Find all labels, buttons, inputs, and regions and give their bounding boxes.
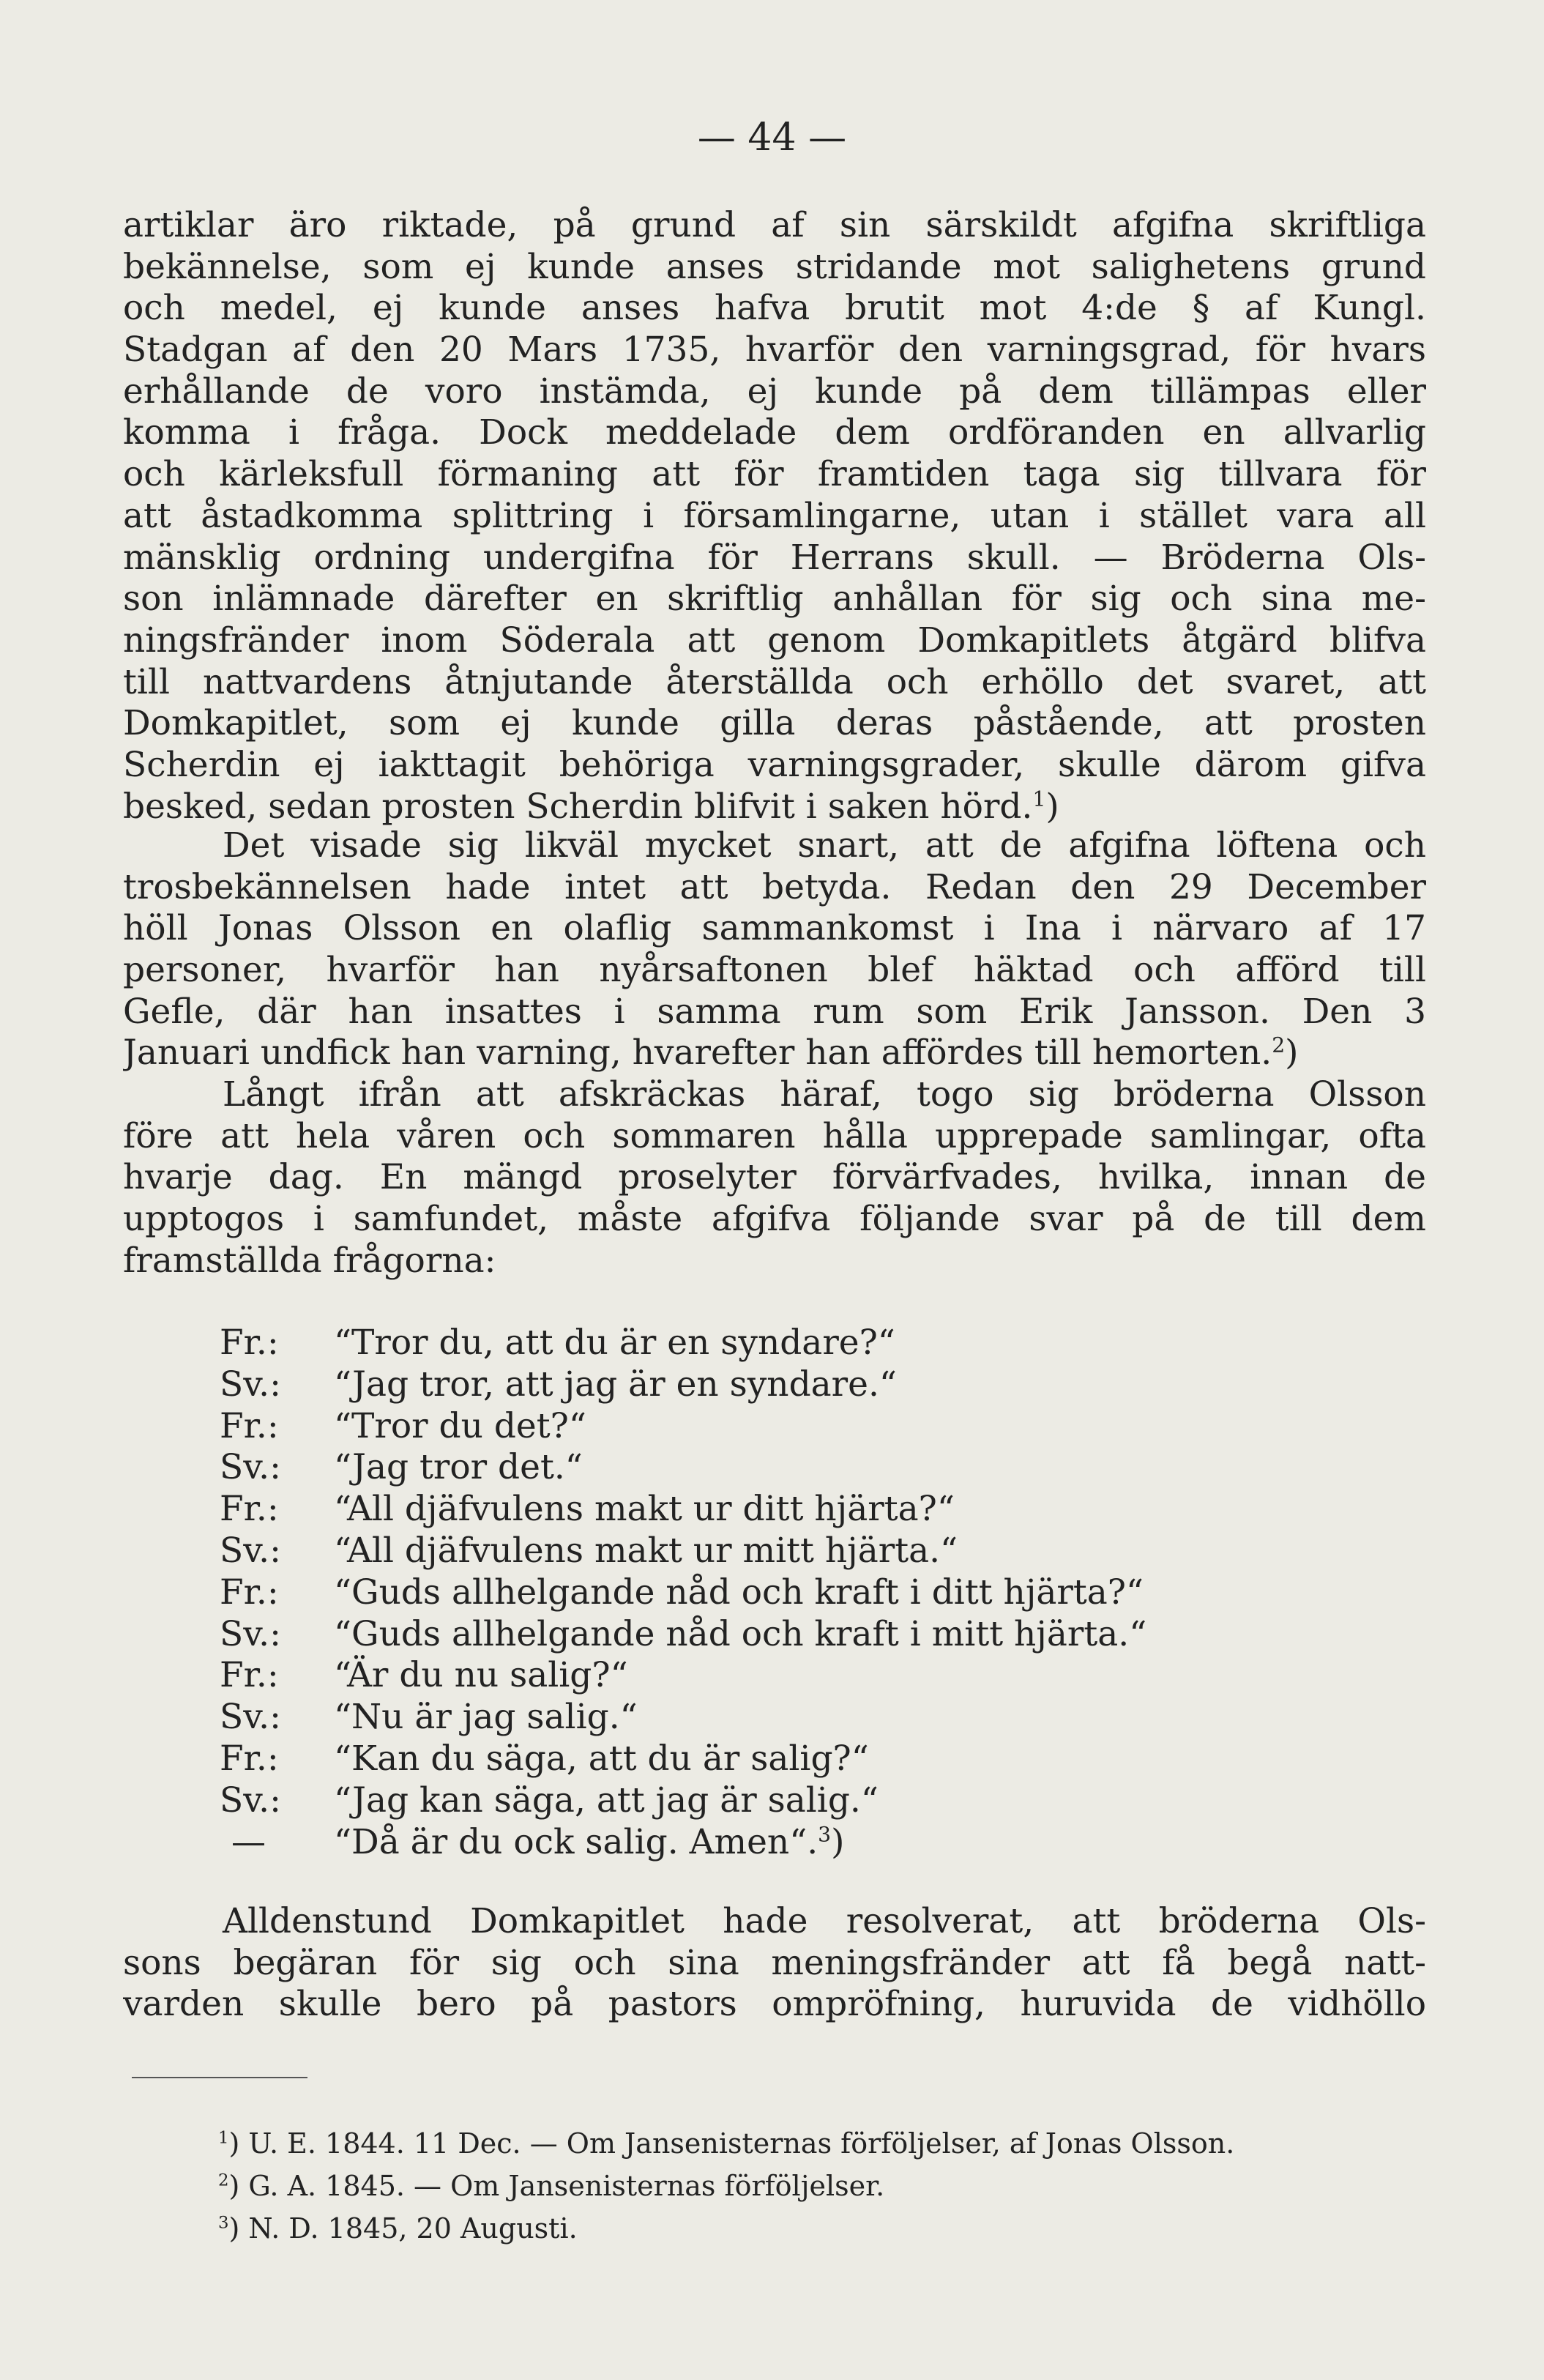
dialogue-row bbox=[220, 1323, 1420, 1364]
text-line: upptogos i samfundet, måste afgifva följande svar på de till dem bbox=[123, 1199, 1426, 1240]
text-line: och kärleksfull förmaning att för framtiden taga sig tillvara för bbox=[123, 454, 1426, 495]
footnote-number: 1 bbox=[218, 2128, 229, 2148]
text-line: Långt ifrån att afskräckas häraf, togo sig bröderna Olsson bbox=[223, 1074, 1426, 1115]
text-line: Gefle, där han insattes i samma rum som Erik Jansson. Den 3 bbox=[123, 991, 1426, 1032]
dialogue-row bbox=[220, 1364, 1420, 1406]
text-line: trosbekännelsen hade intet att betyda. Redan den 29 December bbox=[123, 866, 1426, 907]
dialogue-speaker: Sv.: bbox=[220, 1447, 281, 1488]
dialogue-text: “Jag kan säga, att jag är salig.“ bbox=[334, 1780, 879, 1821]
footnote: $^3$) N. D. 1845, 20 Augusti. bbox=[218, 2212, 578, 2245]
text-line: mänsklig ordning undergifna för Herrans skull. — Bröderna Ols- bbox=[123, 537, 1426, 578]
text-line: höll Jonas Olsson en olaflig sammankomst i Ina i närvaro af 17 bbox=[123, 908, 1426, 949]
footnote-marker: 1 bbox=[1032, 786, 1046, 811]
page-number: — 44 — bbox=[697, 116, 847, 160]
footnote-text: U. E. 1844. 11 Dec. — Om Jansenisternas förföljelser, af Jonas Olsson. bbox=[248, 2127, 1235, 2160]
paragraph-1 bbox=[123, 205, 1426, 828]
text-line: Domkapitlet, som ej kunde gilla deras påstående, att prosten bbox=[123, 703, 1426, 744]
dialogue-row bbox=[220, 1780, 1420, 1822]
text-line: son inlämnade därefter en skriftlig anhållan för sig och sina me- bbox=[123, 579, 1426, 620]
dialogue-speaker: Sv.: bbox=[220, 1780, 281, 1821]
dialogue-speaker: Sv.: bbox=[220, 1697, 281, 1738]
dialogue-speaker: Fr.: bbox=[220, 1323, 279, 1363]
footnote-number: 3 bbox=[218, 2213, 229, 2233]
text-line-content: Januari undfick han varning, hvarefter han affördes till hemorten. bbox=[123, 1033, 1272, 1074]
dialogue-text: “All djäfvulens makt ur ditt hjärta?“ bbox=[334, 1489, 955, 1530]
dialogue-speaker: Fr.: bbox=[220, 1738, 279, 1779]
footnote-marker: 3 bbox=[818, 1821, 832, 1846]
dialogue-text: “Kan du säga, att du är salig?“ bbox=[334, 1738, 869, 1779]
text-line: framställda frågorna: bbox=[123, 1240, 496, 1281]
footnote-text: N. D. 1845, 20 Augusti. bbox=[248, 2212, 578, 2245]
text-line: bekännelse, som ej kunde anses stridande mot salighetens grund bbox=[123, 246, 1426, 287]
text-line: Januari undfick han varning, hvarefter han affördes till hemorten.$^2$) bbox=[123, 1033, 1299, 1074]
footnote-text: G. A. 1845. — Om Jansenisternas förföljelser. bbox=[248, 2170, 885, 2202]
dialogue-text: “Jag tror det.“ bbox=[334, 1447, 583, 1488]
footnotes bbox=[218, 2122, 1433, 2250]
text-line: varden skulle bero på pastors ompröfning, huruvida de vidhöllo bbox=[123, 1984, 1426, 2025]
dialogue-text: “All djäfvulens makt ur mitt hjärta.“ bbox=[334, 1530, 958, 1571]
text-line: komma i fråga. Dock meddelade dem ordföranden en allvarlig bbox=[123, 412, 1426, 453]
dialogue-text-content: “Då är du ock salig. Amen“. bbox=[334, 1821, 818, 1862]
footnote-marker: 2 bbox=[1272, 1033, 1286, 1057]
text-line: hvarje dag. En mängd proselyter förvärfvades, hvilka, innan de bbox=[123, 1157, 1426, 1198]
paragraph-2 bbox=[123, 825, 1426, 1074]
dialogue-speaker: Fr.: bbox=[220, 1655, 279, 1696]
dialogue-row bbox=[220, 1655, 1420, 1697]
dialogue-text: “Guds allhelgande nåd och kraft i mitt hjärta.“ bbox=[334, 1613, 1147, 1654]
footnote: $^1$) U. E. 1844. 11 Dec. — Om Jansenisternas förföljelser, af Jonas Olsson. bbox=[218, 2127, 1235, 2160]
text-line: erhållande de voro instämda, ej kunde på dem tillämpas eller bbox=[123, 371, 1426, 412]
dialogue-speaker: — bbox=[231, 1821, 266, 1862]
dialogue-row bbox=[220, 1572, 1420, 1614]
dialogue-speaker: Sv.: bbox=[220, 1364, 281, 1405]
dialogue-row bbox=[220, 1822, 1420, 1864]
text-line: ningsfränder inom Söderala att genom Domkapitlets åtgärd blifva bbox=[123, 620, 1426, 661]
dialogue-text: “Tror du det?“ bbox=[334, 1405, 586, 1446]
dialogue-speaker: Fr.: bbox=[220, 1489, 279, 1530]
text-line: före att hela våren och sommaren hålla upprepade samlingar, ofta bbox=[123, 1115, 1426, 1156]
text-line: sons begäran för sig och sina meningsfränder att få begå natt- bbox=[123, 1942, 1426, 1983]
paragraph-4 bbox=[123, 1901, 1426, 2026]
dialogue-text: “Tror du, att du är en syndare?“ bbox=[334, 1323, 895, 1363]
footnote-number: 2 bbox=[218, 2171, 229, 2190]
dialogue-speaker: Sv.: bbox=[220, 1613, 281, 1654]
dialogue-row bbox=[220, 1738, 1420, 1780]
text-line: besked, sedan prosten Scherdin blifvit i saken hörd.$^1$) bbox=[123, 786, 1059, 827]
dialogue-text: “Jag tror, att jag är en syndare.“ bbox=[334, 1364, 897, 1405]
dialogue-row bbox=[220, 1447, 1420, 1489]
dialogue-text: “Nu är jag salig.“ bbox=[334, 1697, 638, 1738]
dialogue-row bbox=[220, 1614, 1420, 1656]
dialogue-speaker: Fr.: bbox=[220, 1405, 279, 1446]
text-line: till nattvardens åtnjutande återställda och erhöllo det svaret, att bbox=[123, 661, 1426, 702]
text-line-content: besked, sedan prosten Scherdin blifvit i saken hörd. bbox=[123, 786, 1033, 827]
dialogue-row bbox=[220, 1697, 1420, 1738]
dialogue-row bbox=[220, 1489, 1420, 1531]
text-line: att åstadkomma splittring i församlingarne, utan i stället vara all bbox=[123, 495, 1426, 536]
dialogue-speaker: Fr.: bbox=[220, 1572, 279, 1613]
text-line: Alldenstund Domkapitlet hade resolverat, att bröderna Ols- bbox=[223, 1901, 1426, 1941]
paragraph-3 bbox=[123, 1074, 1426, 1282]
footnote: $^2$) G. A. 1845. — Om Jansenisternas förföljelser. bbox=[218, 2170, 885, 2202]
dialogue-row bbox=[220, 1531, 1420, 1572]
text-line: personer, hvarför han nyårsaftonen blef häktad och afförd till bbox=[123, 950, 1426, 991]
dialogue-text: “Då är du ock salig. Amen“.$^3$) bbox=[334, 1821, 845, 1862]
footnote-divider bbox=[132, 2077, 307, 2078]
dialogue-speaker: Sv.: bbox=[220, 1530, 281, 1571]
text-line: Scherdin ej iakttagit behöriga varningsgrader, skulle därom gifva bbox=[123, 744, 1426, 785]
text-line: Stadgan af den 20 Mars 1735, hvarför den varningsgrad, för hvars bbox=[123, 330, 1426, 371]
text-line: artiklar äro riktade, på grund af sin särskildt afgifna skriftliga bbox=[123, 205, 1426, 245]
dialogue-text: “Är du nu salig?“ bbox=[334, 1655, 628, 1696]
dialogue-text: “Guds allhelgande nåd och kraft i ditt hjärta?“ bbox=[334, 1572, 1144, 1613]
text-line: Det visade sig likväl mycket snart, att de afgifna löftena och bbox=[223, 825, 1426, 866]
text-line: och medel, ej kunde anses hafva brutit mot 4:de § af Kungl. bbox=[123, 288, 1426, 329]
catechism-dialogue bbox=[220, 1323, 1420, 1863]
dialogue-row bbox=[220, 1406, 1420, 1448]
